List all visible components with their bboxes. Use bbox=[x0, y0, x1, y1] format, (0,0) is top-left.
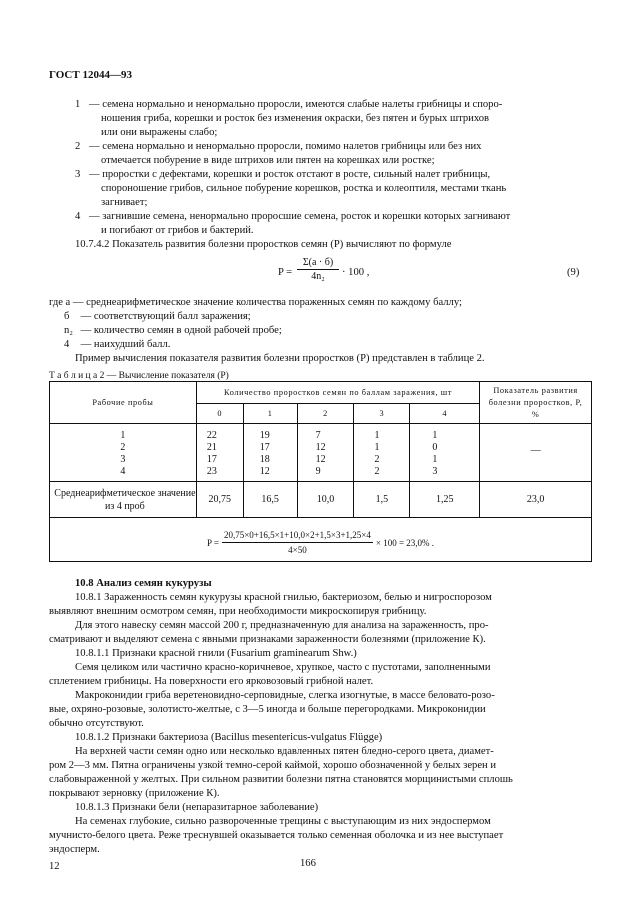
formula-number: (9) bbox=[567, 267, 580, 278]
legend-item bbox=[49, 296, 462, 310]
list-item-text: или они выражены слабо; bbox=[101, 127, 218, 138]
table-value: 1 bbox=[432, 430, 438, 441]
list-item-text: отмечается побурение в виде штрихов или пятен на корешках или ростке; bbox=[101, 155, 435, 166]
sample-number: 4 bbox=[120, 466, 126, 477]
table-value: 12 bbox=[259, 466, 270, 477]
list-item bbox=[75, 98, 595, 140]
table-header-group: Количество проростков семян по баллам заражения, шт bbox=[196, 382, 479, 404]
list-item-text: спороношение грибов, сильное побурение корешков, ростка и колеоптиля, местами ткань bbox=[101, 183, 507, 194]
list-item-text: загнивает; bbox=[101, 197, 148, 208]
table-value: 12 bbox=[315, 442, 326, 453]
paragraph-line: эндосперм. bbox=[49, 844, 100, 855]
page-number-global: 166 bbox=[300, 858, 316, 869]
list-item bbox=[75, 140, 595, 168]
table-mean-value: 10,0 bbox=[297, 482, 354, 518]
list-item-number: 4 bbox=[75, 211, 81, 222]
formula-lhs: P = bbox=[278, 267, 293, 278]
sample-number: 3 bbox=[120, 454, 126, 465]
paragraph-line: ром 2—3 мм. Пятна ограничены узкой темно-серой каймой, хорошо обозначенной у белых зерен и bbox=[49, 760, 497, 771]
table-header-score: 1 bbox=[243, 404, 297, 424]
list-item-text: — загнившие семена, ненормально проросшие семена, росток и корешки которых загнивают bbox=[89, 211, 511, 222]
table-mean-value: 1,25 bbox=[410, 482, 480, 518]
table-value: 9 bbox=[315, 466, 321, 477]
table-calculation bbox=[50, 518, 592, 562]
table-mean-value: 16,5 bbox=[243, 482, 297, 518]
table-value: 7 bbox=[315, 430, 321, 441]
list-item-text: — семена нормально и ненормально проросли, помимо налетов грибницы или без них bbox=[89, 141, 482, 152]
table-header-score: 3 bbox=[354, 404, 410, 424]
table-cell-score-2 bbox=[297, 424, 354, 482]
table-value: 2 bbox=[374, 454, 380, 465]
list-item bbox=[75, 210, 595, 238]
legend-text: — наихудший балл. bbox=[80, 339, 171, 350]
legend-text: — соответствующий балл заражения; bbox=[80, 311, 251, 322]
legend-symbol: б bbox=[64, 311, 70, 322]
table-value: 2 bbox=[374, 466, 380, 477]
table-value: 21 bbox=[206, 442, 217, 453]
paragraph-line: обычно отсутствуют. bbox=[49, 718, 144, 729]
paragraph-line: выявляют внешним осмотром семян, при необходимости микроскопируя грибницу. bbox=[49, 606, 427, 617]
table-mean-value: 1,5 bbox=[354, 482, 410, 518]
table-header-score: 4 bbox=[410, 404, 480, 424]
page-number-local: 12 bbox=[49, 861, 60, 872]
sample-number: 2 bbox=[120, 442, 126, 453]
calc-lhs: P = bbox=[206, 537, 219, 548]
table-cell-score-0 bbox=[196, 424, 243, 482]
paragraph-line: сплетением грибницы. На поверхности его ярковозовый грибной налет. bbox=[49, 676, 374, 687]
formula-denominator: 4n₂ bbox=[311, 271, 325, 282]
table-caption: Т а б л и ц а 2 — Вычисление показателя (P) bbox=[49, 371, 229, 381]
paragraph-line: 10.8.1 Зараженность семян кукурузы красной гнилью, бактериозом, белью и нигроспорозом bbox=[75, 592, 492, 603]
table-cell-score-3 bbox=[354, 424, 410, 482]
table-header-result: Показатель развития болезни проростков, P, % bbox=[480, 382, 592, 424]
table-mean-label: Среднеарифметическое значение из 4 проб bbox=[50, 482, 197, 518]
calc-denominator: 4×50 bbox=[288, 545, 307, 555]
calc-numerator: 20,75×0+16,5×1+10,0×2+1,5×3+1,25×4 bbox=[222, 528, 373, 543]
table-value: 19 bbox=[259, 430, 270, 441]
paragraph-line: слабовыраженной у желтых. При сильном развитии болезни пятна становятся морщинистыми сплошь bbox=[49, 774, 513, 785]
table-value: 1 bbox=[374, 442, 380, 453]
table-header-score: 0 bbox=[196, 404, 243, 424]
legend-item bbox=[64, 338, 170, 352]
list-item-text: и погибают от грибов и бактерий. bbox=[101, 225, 254, 236]
list-item bbox=[75, 168, 595, 210]
paragraph-line: Для этого навеску семян массой 200 г, предназначенную для анализа на зараженность, про- bbox=[75, 620, 489, 631]
formula-fraction bbox=[297, 256, 339, 283]
list-item-number: 1 bbox=[75, 99, 81, 110]
list-item-number: 3 bbox=[75, 169, 81, 180]
legend-symbol: n₂ bbox=[64, 325, 73, 336]
table-header-samples: Рабочие пробы bbox=[50, 382, 197, 424]
data-table bbox=[49, 381, 592, 562]
formula-rhs: · 100 , bbox=[342, 267, 370, 278]
sample-number: 1 bbox=[120, 430, 126, 441]
legend-item bbox=[64, 310, 251, 324]
paragraph-line: вые, охряно-розовые, золотисто-желтые, с 3—5 иногда и больше перегородками. Микроконидии bbox=[49, 704, 486, 715]
table-cell-result-dash: — bbox=[480, 424, 592, 482]
table-header-score: 2 bbox=[297, 404, 354, 424]
paragraph-line: покрывают зерновку (приложение К). bbox=[49, 788, 220, 799]
legend-symbol: 4 bbox=[64, 339, 70, 350]
table-cell-samples bbox=[50, 424, 197, 482]
table-value: 23 bbox=[206, 466, 217, 477]
calculation-formula bbox=[207, 528, 434, 557]
list-item-text: ношения гриба, корешки и росток без изменения окраски, без пятен и бурых штрихов bbox=[101, 113, 490, 124]
formula-numerator: Σ(a · б) bbox=[297, 256, 339, 270]
table-value: 1 bbox=[432, 454, 438, 465]
paragraph: 10.7.4.2 Показатель развития болезни проростков семян (P) вычисляют по формуле bbox=[75, 239, 452, 250]
document-header: ГОСТ 12044—93 bbox=[49, 69, 132, 81]
table-value: 12 bbox=[315, 454, 326, 465]
table-value: 0 bbox=[432, 442, 438, 453]
table-value: 22 bbox=[206, 430, 217, 441]
table-mean-result: 23,0 bbox=[480, 482, 592, 518]
table-mean-value: 20,75 bbox=[196, 482, 243, 518]
paragraph-line: 10.8.1.2 Признаки бактериоза (Bacillus mesentericus-vulgatus Flügge) bbox=[75, 732, 383, 743]
table-cell-score-4 bbox=[410, 424, 480, 482]
calc-rhs: × 100 = 23,0% . bbox=[375, 537, 435, 548]
legend-text: — среднеарифметическое значение количества пораженных семян по каждому баллу; bbox=[72, 297, 462, 308]
table-value: 17 bbox=[259, 442, 270, 453]
table-value: 17 bbox=[206, 454, 217, 465]
table-cell-score-1 bbox=[243, 424, 297, 482]
table-value: 18 bbox=[259, 454, 270, 465]
table-value: 3 bbox=[432, 466, 438, 477]
list-item-text: — проростки с дефектами, корешки и росток отстают в росте, сильный налет грибницы, bbox=[89, 169, 491, 180]
paragraph-line: мучнисто-белого цвета. Реже треснувшей оказывается только семенная оболочка и из нее выступает bbox=[49, 830, 504, 841]
paragraph-line: 10.8.1.3 Признаки бели (непаразитарное заболевание) bbox=[75, 802, 319, 813]
table-value: 1 bbox=[374, 430, 380, 441]
paragraph-line: Макроконидии гриба веретеновидно-серповидные, слегка изогнутые, в массе беловато-розо- bbox=[75, 690, 495, 701]
legend-symbol: где a bbox=[49, 297, 71, 308]
paragraph-line: 10.8.1.1 Признаки красной гнили (Fusarium graminearum Shw.) bbox=[75, 648, 357, 659]
section-title: 10.8 Анализ семян кукурузы bbox=[75, 578, 212, 589]
paragraph: Пример вычисления показателя развития болезни проростков (P) представлен в таблице 2. bbox=[75, 353, 485, 364]
list-item-number: 2 bbox=[75, 141, 81, 152]
list-item-text: — семена нормально и ненормально проросли, имеются слабые налеты грибницы и споро- bbox=[89, 99, 503, 110]
paragraph-line: На семенах глубокие, сильно развороченные трещины с выступающим из них эндоспермом bbox=[75, 816, 491, 827]
paragraph-line: сматривают и выделяют семена с явными признаками зараженности болезнями (приложение К). bbox=[49, 634, 486, 645]
paragraph-line: Семя целиком или частично красно-коричневое, хрупкое, часто с пустотами, заполненными bbox=[75, 662, 491, 673]
paragraph-line: На верхней части семян одно или несколько вдавленных пятен бледно-серого цвета, диамет- bbox=[75, 746, 494, 757]
legend-item bbox=[64, 324, 282, 338]
calc-fraction bbox=[222, 528, 373, 557]
legend-text: — количество семян в одной рабочей пробе; bbox=[80, 325, 282, 336]
